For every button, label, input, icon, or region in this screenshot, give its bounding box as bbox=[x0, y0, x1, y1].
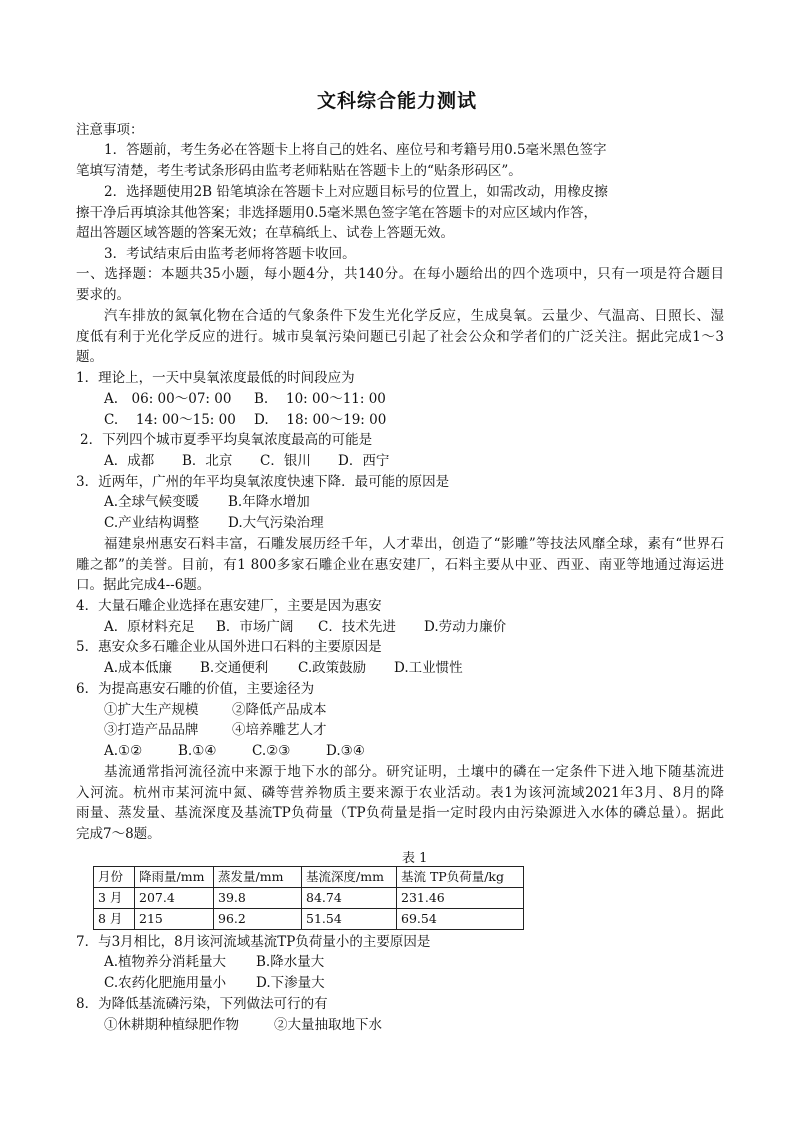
table-header-cell: 基流 TP负荷量/kg bbox=[397, 867, 524, 888]
table-cell: 3 月 bbox=[94, 888, 135, 909]
passage-3-line-4: 完成7～8题。 bbox=[76, 826, 161, 842]
passage-2-line-1: 福建泉州惠安石料丰富，石雕发展历经千年，人才辈出，创造了“影雕”等技法风靡全球，素有“世界石 bbox=[104, 536, 724, 552]
passage-1-line-3: 题。 bbox=[76, 349, 103, 365]
question-8-item-2: ②大量抽取地下水 bbox=[274, 1017, 382, 1033]
question-8-stem: 8．为降低基流磷污染，下列做法可行的有 bbox=[76, 996, 328, 1012]
question-4-option-d: D.劳动力廉价 bbox=[424, 619, 507, 635]
question-6-items-row-1 bbox=[104, 701, 327, 720]
question-6-option-b: B.①④ bbox=[178, 743, 217, 759]
question-4-option-a: A．原材料充足 bbox=[104, 619, 195, 635]
question-1-option-c: C. 14: 00～15: 00 bbox=[104, 412, 236, 428]
question-6-item-4: ④培养雕艺人才 bbox=[232, 722, 327, 738]
passage-2-line-3: 口。据此完成4--6题。 bbox=[76, 577, 211, 593]
question-6-options bbox=[104, 742, 365, 761]
question-2-option-d: D．西宁 bbox=[338, 453, 390, 469]
section-1-instruction: 一、选择题：本题共35小题，每小题4分，共140分。在每小题给出的四个选项中，只有一项是符合题目 bbox=[76, 266, 724, 282]
page-title: 文科综合能力测试 bbox=[316, 90, 477, 112]
question-7-options-row-2 bbox=[104, 974, 325, 993]
table-1-caption: 表 1 bbox=[402, 851, 428, 866]
table-cell: 96.2 bbox=[214, 909, 302, 930]
question-5-options bbox=[104, 659, 463, 678]
table-cell: 207.4 bbox=[135, 888, 214, 909]
passage-1-line-1: 汽车排放的氮氧化物在合适的气象条件下发生光化学反应，生成臭氧。云量少、气温高、日照长、湿 bbox=[104, 308, 724, 324]
table-cell: 8 月 bbox=[94, 909, 135, 930]
question-8-items bbox=[104, 1016, 382, 1035]
question-7-option-b: B.降水量大 bbox=[256, 954, 325, 970]
question-3-option-a: A.全球气候变暖 bbox=[104, 494, 200, 510]
question-2-stem: 2．下列四个城市夏季平均臭氧浓度最高的可能是 bbox=[80, 432, 373, 448]
question-5-option-d: D.工业惯性 bbox=[394, 660, 463, 676]
note-1-line-1: 1．答题前，考生务必在答题卡上将自己的姓名、座位号和考籍号用0.5毫米黑色签字 bbox=[104, 142, 607, 158]
question-2-option-a: A．成都 bbox=[104, 453, 155, 469]
question-5-option-a: A.成本低廉 bbox=[104, 660, 173, 676]
question-6-option-a: A.①② bbox=[104, 743, 143, 759]
question-7-stem: 7．与3月相比，8月该河流域基流TP负荷量小的主要原因是 bbox=[76, 934, 431, 950]
table-header-cell: 降雨量/mm bbox=[135, 867, 214, 888]
question-1-options-row-1 bbox=[104, 390, 386, 409]
question-1-option-a: A. 06: 00～07: 00 bbox=[104, 391, 232, 407]
table-1 bbox=[93, 866, 524, 930]
section-1-instruction-end: 要求的。 bbox=[76, 287, 130, 303]
question-7-option-d: D.下渗量大 bbox=[256, 975, 325, 991]
note-3: 3．考试结束后由监考老师将答题卡收回。 bbox=[104, 246, 356, 262]
question-3-options-row-1 bbox=[104, 493, 310, 512]
question-5-option-b: B.交通便利 bbox=[200, 660, 269, 676]
note-2-line-3: 超出答题区域答题的答案无效；在草稿纸上、试卷上答题无效。 bbox=[76, 225, 454, 241]
table-cell: 69.54 bbox=[397, 909, 524, 930]
table-row bbox=[94, 909, 524, 930]
question-4-option-c: C．技术先进 bbox=[318, 619, 396, 635]
table-header-cell: 蒸发量/mm bbox=[214, 867, 302, 888]
question-2-options bbox=[104, 452, 389, 471]
question-1-stem: 1．理论上，一天中臭氧浓度最低的时间段应为 bbox=[76, 370, 355, 386]
question-6-option-d: D.③④ bbox=[326, 743, 365, 759]
question-4-options bbox=[104, 618, 506, 637]
question-6-item-2: ②降低产品成本 bbox=[232, 702, 327, 718]
passage-3-line-3: 雨量、蒸发量、基流深度及基流TP负荷量（TP负荷量是指一定时段内由污染源进入水体的磷总量）。据此 bbox=[76, 805, 724, 821]
question-3-option-c: C.产业结构调整 bbox=[104, 515, 200, 531]
passage-2-line-2: 雕之都”的美誉。目前，有1 800多家石雕企业在惠安建厂，石料主要从中亚、西亚、南亚等地通过海运进 bbox=[76, 557, 724, 573]
question-6-option-c: C.②③ bbox=[252, 743, 291, 759]
question-8-item-1: ①休耕期种植绿肥作物 bbox=[104, 1017, 239, 1033]
question-1-options-row-2 bbox=[104, 411, 386, 430]
question-7-option-a: A.植物养分消耗量大 bbox=[104, 954, 227, 970]
table-header-row bbox=[94, 867, 524, 888]
question-6-items-row-2 bbox=[104, 721, 327, 740]
table-header-cell: 月份 bbox=[94, 867, 135, 888]
question-4-option-b: B．市场广阔 bbox=[216, 619, 294, 635]
table-cell: 84.74 bbox=[302, 888, 397, 909]
table-row bbox=[94, 888, 524, 909]
question-6-stem: 6．为提高惠安石雕的价值，主要途径为 bbox=[76, 681, 315, 697]
note-2-line-2: 擦干净后再填涂其他答案；非选择题用0.5毫米黑色签字笔在答题卡的对应区域内作答， bbox=[76, 205, 597, 221]
table-cell: 215 bbox=[135, 909, 214, 930]
table-header-cell: 基流深度/mm bbox=[302, 867, 397, 888]
question-6-item-3: ③打造产品品牌 bbox=[104, 722, 199, 738]
question-5-option-c: C.政策鼓励 bbox=[298, 660, 367, 676]
question-6-item-1: ①扩大生产规模 bbox=[104, 702, 199, 718]
question-1-option-d: D. 18: 00～19: 00 bbox=[254, 412, 387, 428]
note-2-line-1: 2．选择题使用2B 铅笔填涂在答题卡上对应题目标号的位置上，如需改动，用橡皮擦 bbox=[104, 184, 608, 200]
passage-1-line-2: 度低有利于光化学反应的进行。城市臭氧污染问题已引起了社会公众和学者们的广泛关注。据此完成1～3 bbox=[76, 329, 724, 345]
question-2-option-b: B．北京 bbox=[182, 453, 233, 469]
question-7-option-c: C.农药化肥施用量小 bbox=[104, 975, 227, 991]
table-cell: 39.8 bbox=[214, 888, 302, 909]
question-2-option-c: C．银川 bbox=[260, 453, 311, 469]
question-7-options-row-1 bbox=[104, 953, 324, 972]
note-1-line-2: 笔填写清楚，考生考试条形码由监考老师粘贴在答题卡上的“贴条形码区”。 bbox=[76, 163, 522, 179]
question-4-stem: 4．大量石雕企业选择在惠安建厂，主要是因为惠安 bbox=[76, 598, 382, 614]
question-3-option-b: B.年降水增加 bbox=[228, 494, 310, 510]
passage-3-line-2: 入河流。杭州市某河流中氮、磷等营养物质主要来源于农业活动。表1为该河流域2021年3月、8月的降 bbox=[76, 785, 724, 801]
table-cell: 51.54 bbox=[302, 909, 397, 930]
question-3-stem: 3．近两年，广州的年平均臭氧浓度快速下降．最可能的原因是 bbox=[76, 474, 450, 490]
table-cell: 231.46 bbox=[397, 888, 524, 909]
question-3-option-d: D.大气污染治理 bbox=[228, 515, 324, 531]
notes-heading: 注意事项： bbox=[76, 122, 144, 138]
question-3-options-row-2 bbox=[104, 514, 324, 533]
question-5-stem: 5．惠安众多石雕企业从国外进口石料的主要原因是 bbox=[76, 639, 382, 655]
question-1-option-b: B. 10: 00～11: 00 bbox=[254, 391, 386, 407]
passage-3-line-1: 基流通常指河流径流中来源于地下水的部分。研究证明，土壤中的磷在一定条件下进入地下随基流进 bbox=[104, 764, 724, 780]
